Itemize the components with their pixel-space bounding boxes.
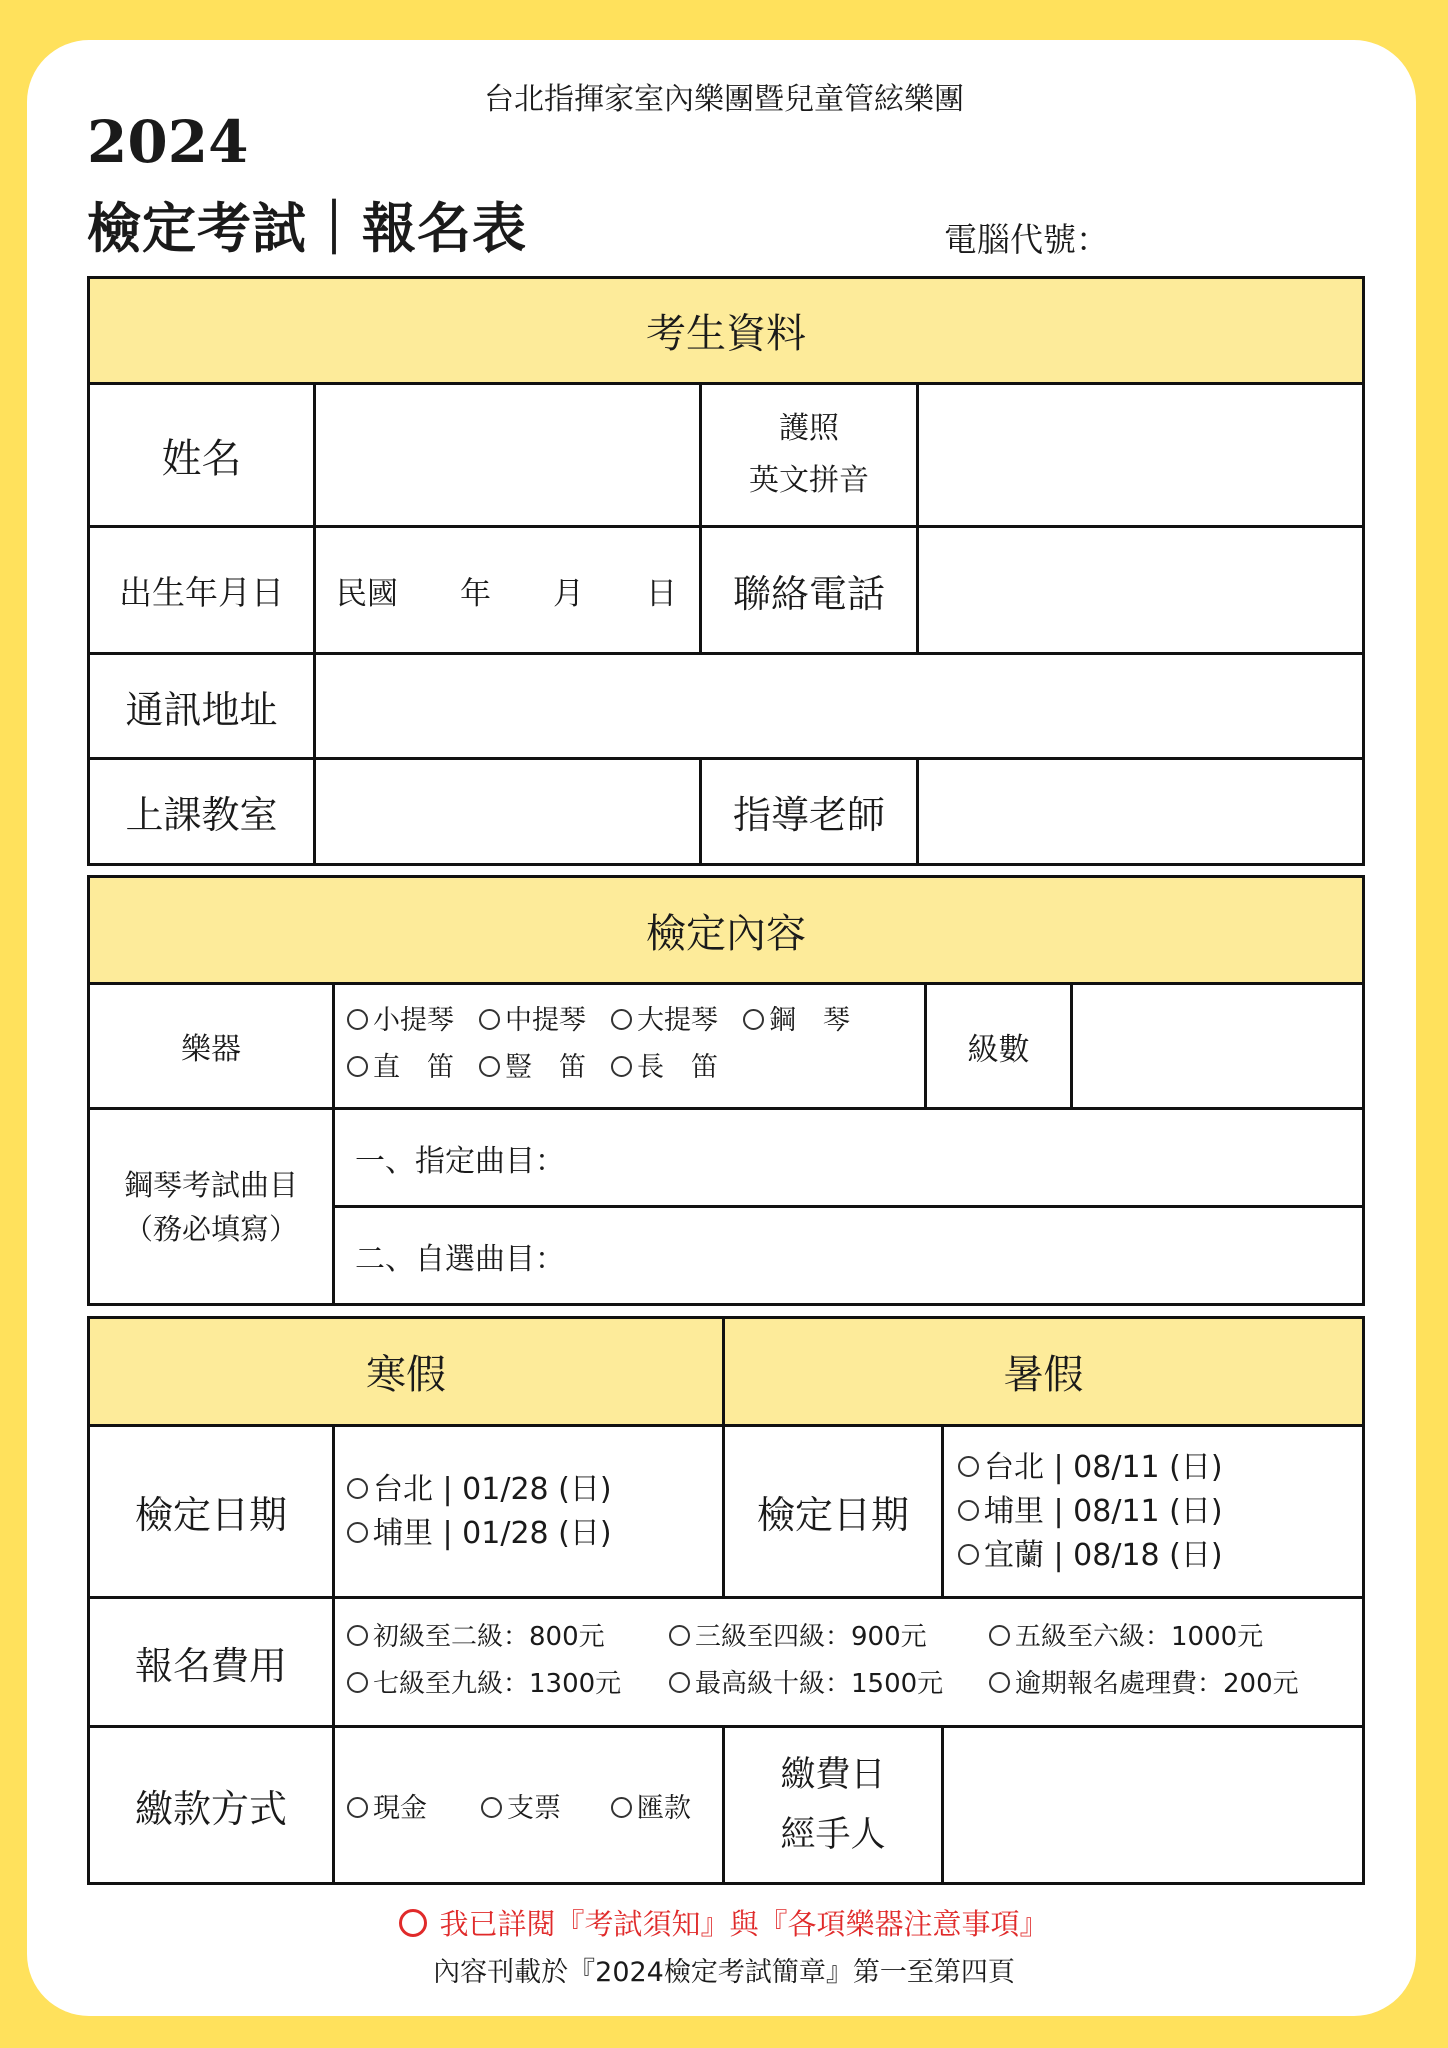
passport-name-field[interactable]	[918, 384, 1364, 527]
payment-option[interactable]: 現金	[347, 1786, 481, 1825]
radio-circle-icon	[347, 1522, 368, 1543]
radio-circle-icon	[347, 1672, 368, 1693]
level-field[interactable]	[1072, 984, 1364, 1109]
form-year: 2024	[87, 108, 249, 176]
schedule-section	[87, 1316, 1365, 1885]
payment-date-handler-label	[724, 1727, 943, 1884]
phone-field[interactable]	[918, 527, 1364, 654]
radio-circle-icon	[399, 1909, 427, 1937]
payment-option[interactable]: 支票	[481, 1786, 611, 1825]
radio-circle-icon	[958, 1456, 979, 1477]
address-field[interactable]	[315, 654, 1364, 759]
computer-id-label: 電腦代號：	[944, 220, 1109, 259]
fee-options	[334, 1598, 1364, 1727]
name-label: 姓名	[89, 384, 315, 527]
fee-option[interactable]: 五級至六級：1000元	[989, 1615, 1263, 1659]
summer-date-options	[943, 1426, 1364, 1598]
radio-circle-icon	[611, 1797, 632, 1818]
fee-option[interactable]: 三級至四級：900元	[669, 1615, 989, 1659]
radio-circle-icon	[611, 1056, 632, 1077]
summer-date-option[interactable]: 宜蘭 | 08/18 (日)	[958, 1534, 1362, 1578]
summer-date-label: 檢定日期	[724, 1426, 943, 1598]
radio-circle-icon	[479, 1056, 500, 1077]
summer-title: 暑假	[724, 1318, 1364, 1426]
agreement-text: 我已詳閱『考試須知』與『各項樂器注意事項』	[439, 1907, 1049, 1941]
assigned-piece-field[interactable]: 一、指定曲目：	[334, 1109, 1364, 1207]
instrument-option[interactable]: 鋼 琴	[743, 999, 850, 1043]
radio-circle-icon	[743, 1009, 764, 1030]
summer-date-option[interactable]: 台北 | 08/11 (日)	[958, 1446, 1362, 1490]
payment-options	[334, 1727, 724, 1884]
radio-circle-icon	[669, 1672, 690, 1693]
radio-circle-icon	[347, 1625, 368, 1646]
radio-circle-icon	[479, 1009, 500, 1030]
summer-date-option[interactable]: 埔里 | 08/11 (日)	[958, 1490, 1362, 1534]
exam-section-title: 檢定內容	[89, 877, 1364, 984]
radio-circle-icon	[347, 1056, 368, 1077]
payment-option[interactable]: 匯款	[611, 1786, 691, 1825]
radio-circle-icon	[958, 1544, 979, 1565]
organization-name: 台北指揮家室內樂團暨兒童管絃樂團	[484, 82, 964, 117]
address-label: 通訊地址	[89, 654, 315, 759]
radio-circle-icon	[611, 1009, 632, 1030]
candidate-section	[87, 276, 1365, 866]
passport-label-line1: 護照	[779, 411, 839, 446]
chosen-piece-field[interactable]: 二、自選曲目：	[334, 1207, 1364, 1305]
agreement-checkbox[interactable]	[0, 1902, 1448, 1943]
classroom-label: 上課教室	[89, 759, 315, 865]
winter-date-options	[334, 1426, 724, 1598]
radio-circle-icon	[481, 1797, 502, 1818]
teacher-field[interactable]	[918, 759, 1364, 865]
payment-label: 繳款方式	[89, 1727, 334, 1884]
radio-circle-icon	[989, 1625, 1010, 1646]
form-title: 檢定考試｜報名表	[87, 197, 527, 260]
name-field[interactable]	[315, 384, 701, 527]
source-note: 內容刊載於『2024檢定考試簡章』第一至第四頁	[433, 1957, 1015, 1988]
instrument-option[interactable]: 長 笛	[611, 1046, 718, 1090]
radio-circle-icon	[958, 1500, 979, 1521]
radio-circle-icon	[347, 1009, 368, 1030]
winter-date-option[interactable]: 台北 | 01/28 (日)	[347, 1468, 722, 1512]
fee-option[interactable]: 初級至二級：800元	[347, 1615, 669, 1659]
teacher-label: 指導老師	[701, 759, 918, 865]
fee-label: 報名費用	[89, 1598, 334, 1727]
classroom-field[interactable]	[315, 759, 701, 865]
candidate-section-title: 考生資料	[89, 278, 1364, 384]
piano-pieces-label-line2: （務必填寫）	[123, 1211, 298, 1246]
level-label: 級數	[926, 984, 1072, 1109]
winter-date-option[interactable]: 埔里 | 01/28 (日)	[347, 1512, 722, 1556]
fee-option[interactable]: 逾期報名處理費：200元	[989, 1662, 1299, 1706]
passport-label-line2: 英文拼音	[749, 463, 869, 498]
radio-circle-icon	[989, 1672, 1010, 1693]
payment-date-handler-field[interactable]	[943, 1727, 1364, 1884]
piano-pieces-label-line1: 鋼琴考試曲目	[123, 1167, 298, 1202]
winter-date-label: 檢定日期	[89, 1426, 334, 1598]
birthday-field[interactable]: 民國 年 月 日	[315, 527, 701, 654]
fee-option[interactable]: 最高級十級：1500元	[669, 1662, 989, 1706]
passport-label	[701, 384, 918, 527]
radio-circle-icon	[347, 1797, 368, 1818]
instrument-option[interactable]: 大提琴	[611, 999, 743, 1043]
fee-option[interactable]: 七級至九級：1300元	[347, 1662, 669, 1706]
phone-label: 聯絡電話	[701, 527, 918, 654]
exam-section	[87, 875, 1365, 1306]
instrument-option[interactable]: 直 笛	[347, 1046, 479, 1090]
instrument-option[interactable]: 中提琴	[479, 999, 611, 1043]
birthday-label: 出生年月日	[89, 527, 315, 654]
handler-label: 經手人	[780, 1815, 886, 1855]
instrument-option[interactable]: 豎 笛	[479, 1046, 611, 1090]
piano-pieces-label	[89, 1109, 334, 1305]
instrument-option[interactable]: 小提琴	[347, 999, 479, 1043]
winter-title: 寒假	[89, 1318, 724, 1426]
instrument-label: 樂器	[89, 984, 334, 1109]
radio-circle-icon	[347, 1478, 368, 1499]
instrument-options	[334, 984, 926, 1109]
radio-circle-icon	[669, 1625, 690, 1646]
payment-date-label: 繳費日	[780, 1755, 886, 1795]
